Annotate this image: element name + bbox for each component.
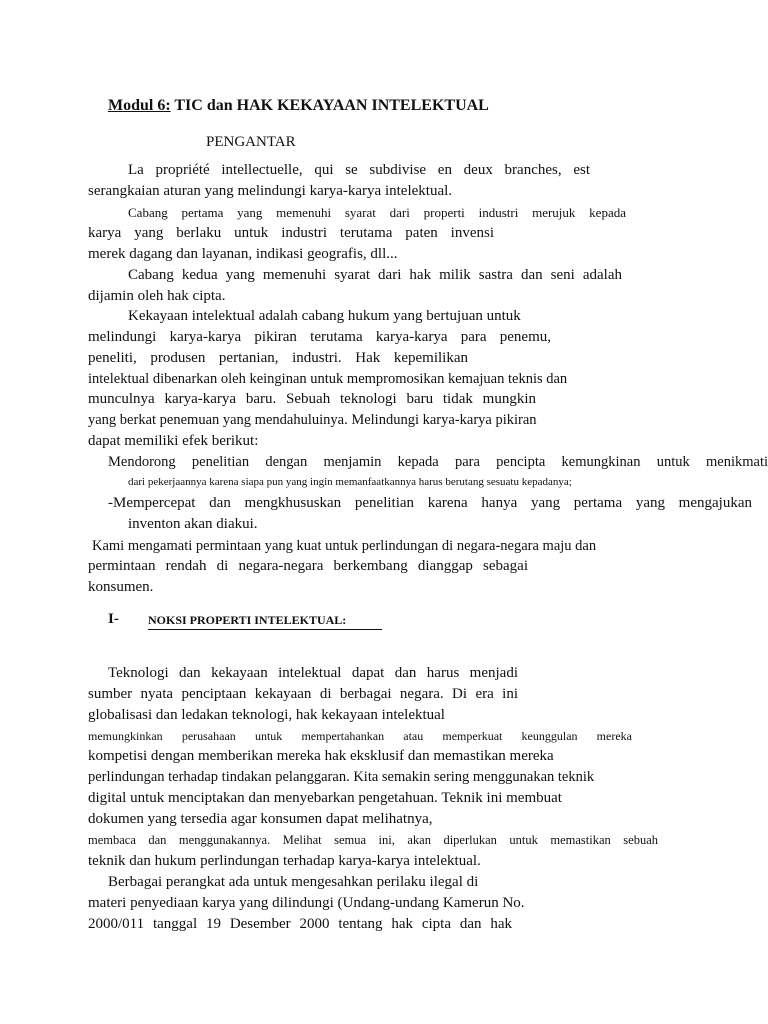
intro-line: Cabang pertama yang memenuhi syarat dari properti industri merujuk kepada: [128, 205, 626, 220]
intro-line: Cabang kedua yang memenuhi syarat dari hak milik sastra dan seni adalah: [128, 267, 622, 283]
body-line: digital untuk menciptakan dan menyebarkan pengetahuan. Teknik ini membuat: [88, 790, 562, 806]
intro-line: -Mempercepat dan mengkhususkan penelitian karena hanya yang pertama yang mengajukan: [108, 495, 752, 511]
body-line: kompetisi dengan memberikan mereka hak eksklusif dan memastikan mereka: [88, 748, 554, 764]
subtitle: PENGANTAR: [206, 134, 296, 150]
section-number: I-: [108, 611, 119, 627]
section-title: NOKSI PROPERTI INTELEKTUAL:: [148, 611, 382, 630]
intro-line: karya yang berlaku untuk industri terutama paten invensi: [88, 225, 494, 241]
body-line: dokumen yang tersedia agar konsumen dapat melihatnya,: [88, 811, 433, 827]
intro-line: munculnya karya-karya baru. Sebuah teknologi baru tidak mungkin: [88, 391, 536, 407]
module-label: Modul 6:: [108, 97, 171, 114]
body-line: sumber nyata penciptaan kekayaan di berbagai negara. Di era ini: [88, 686, 518, 702]
body-line: perlindungan terhadap tindakan pelanggaran. Kita semakin sering menggunakan teknik: [88, 769, 595, 785]
intro-line: Kami mengamati permintaan yang kuat untuk perlindungan di negara-negara maju dan: [92, 538, 597, 554]
intro-line: melindungi karya-karya pikiran terutama karya-karya para penemu,: [88, 329, 551, 345]
module-title: [108, 97, 489, 115]
intro-line: yang berkat penemuan yang mendahuluinya. Melindungi karya-karya pikiran: [88, 412, 537, 428]
module-title-text: TIC dan HAK KEKAYAAN INTELEKTUAL: [170, 97, 489, 114]
body-line: teknik dan hukum perlindungan terhadap karya-karya intelektual.: [88, 853, 481, 869]
body-line: Teknologi dan kekayaan intelektual dapat dan harus menjadi: [108, 665, 518, 681]
intro-line: inventon akan diakui.: [128, 516, 258, 532]
intro-line: peneliti, produsen pertanian, industri. Hak kepemilikan: [88, 350, 468, 366]
intro-line: dapat memiliki efek berikut:: [88, 433, 259, 449]
intro-line: permintaan rendah di negara-negara berkembang dianggap sebagai: [88, 558, 528, 574]
intro-line: intelektual dibenarkan oleh keinginan untuk mempromosikan kemajuan teknis dan: [88, 371, 568, 387]
intro-line: Kekayaan intelektual adalah cabang hukum yang bertujuan untuk: [128, 308, 521, 324]
intro-line: dari pekerjaannya karena siapa pun yang ingin memanfaatkannya harus berutang sesuatu kepadanya;: [128, 476, 572, 488]
intro-line: dijamin oleh hak cipta.: [88, 288, 226, 304]
body-line: 2000/011 tanggal 19 Desember 2000 tentang hak cipta dan hak: [88, 916, 512, 932]
intro-line: Mendorong penelitian dengan menjamin kepada para pencipta kemungkinan untuk menikmati: [108, 454, 768, 470]
intro-line: konsumen.: [88, 579, 154, 595]
body-line: globalisasi dan ledakan teknologi, hak kekayaan intelektual: [88, 707, 445, 723]
intro-line: merek dagang dan layanan, indikasi geografis, dll...: [88, 246, 398, 262]
body-line: Berbagai perangkat ada untuk mengesahkan perilaku ilegal di: [108, 874, 479, 890]
intro-line: serangkaian aturan yang melindungi karya-karya intelektual.: [88, 183, 453, 199]
intro-line: La propriété intellectuelle, qui se subdivise en deux branches, est: [128, 162, 590, 178]
body-line: memungkinkan perusahaan untuk mempertahankan atau memperkuat keunggulan mereka: [88, 729, 632, 743]
body-line: membaca dan menggunakannya. Melihat semua ini, akan diperlukan untuk memastikan sebuah: [88, 833, 658, 847]
body-line: materi penyediaan karya yang dilindungi (Undang-undang Kamerun No.: [88, 895, 525, 911]
